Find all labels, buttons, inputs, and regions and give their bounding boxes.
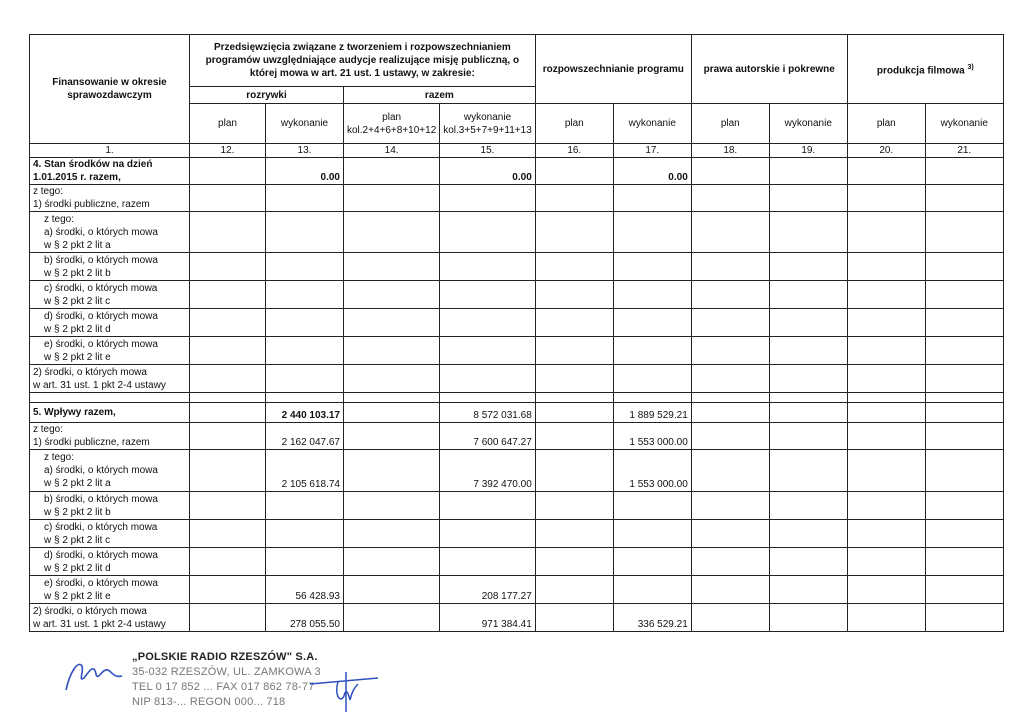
cell <box>847 423 925 450</box>
table-row <box>30 365 1004 393</box>
row-label <box>30 604 190 632</box>
cell <box>925 158 1003 185</box>
cell <box>691 604 769 632</box>
cell <box>691 158 769 185</box>
row-label-line: w § 2 pkt 2 lit c <box>44 295 111 307</box>
header-rozrywki <box>190 87 344 104</box>
cell <box>613 365 691 393</box>
cell-value: 7 392 470.00 <box>440 450 536 492</box>
cell <box>925 365 1003 393</box>
cell <box>613 212 691 253</box>
cell <box>691 403 769 423</box>
table-row <box>30 253 1004 281</box>
cell <box>190 423 266 450</box>
header-produkcja <box>847 35 1003 104</box>
cell <box>535 520 613 548</box>
cell <box>190 492 266 520</box>
cell <box>769 309 847 337</box>
table-row <box>30 403 1004 423</box>
cell <box>769 281 847 309</box>
cell <box>847 604 925 632</box>
cell <box>440 185 536 212</box>
cell <box>691 492 769 520</box>
cell <box>440 365 536 393</box>
table-row <box>30 158 1004 185</box>
table-row <box>30 604 1004 632</box>
cell <box>266 281 344 309</box>
cell-value: 7 600 647.27 <box>440 423 536 450</box>
row-label-line: d) środki, o których mowa <box>44 310 158 322</box>
cell <box>344 576 440 604</box>
row-label <box>30 337 190 365</box>
cell <box>535 185 613 212</box>
header-financing-text: Finansowanie w okresie sprawozdawczym <box>52 77 167 101</box>
cell <box>535 576 613 604</box>
cell <box>925 337 1003 365</box>
row-label <box>30 548 190 576</box>
cell <box>190 253 266 281</box>
cell <box>535 253 613 281</box>
cell <box>925 253 1003 281</box>
row-label-line: w § 2 pkt 2 lit a <box>44 239 111 251</box>
cell <box>847 450 925 492</box>
cell <box>266 309 344 337</box>
cell <box>847 337 925 365</box>
cell <box>190 212 266 253</box>
table-row <box>30 492 1004 520</box>
cell <box>535 403 613 423</box>
cell <box>266 185 344 212</box>
cell <box>190 548 266 576</box>
cell <box>344 158 440 185</box>
header-rozpowszechnianie <box>535 35 691 104</box>
colnum: 1. <box>30 144 190 158</box>
header-rozpowszechnianie-text: rozpowszechnianie programu <box>542 63 684 75</box>
row-label <box>30 185 190 212</box>
cell <box>847 365 925 393</box>
cell <box>190 158 266 185</box>
colnum: 14. <box>344 144 440 158</box>
row-label-line: z tego: <box>44 452 75 463</box>
row-label <box>30 365 190 393</box>
row-label-line: c) środki, o których mowa <box>44 521 158 533</box>
row-label <box>30 492 190 520</box>
cell <box>344 337 440 365</box>
row-label-line: e) środki, o których mowa <box>44 577 158 589</box>
row-label-line: w § 2 pkt 2 lit c <box>44 534 111 546</box>
cell <box>847 253 925 281</box>
cell <box>190 337 266 365</box>
cell <box>266 253 344 281</box>
cell <box>613 337 691 365</box>
cell <box>925 492 1003 520</box>
cell <box>925 185 1003 212</box>
row-label <box>30 520 190 548</box>
header-group-title-text: Przedsięwzięcia związane z tworzeniem i rozpowszechnianiem programów uwzględniające audycje realizujące misję publiczną, o której mowa w art. 21 ust. 1 ustawy, w zakresie: <box>205 42 520 79</box>
cell <box>535 450 613 492</box>
cell <box>769 212 847 253</box>
cell <box>691 576 769 604</box>
column-number-row <box>30 144 1004 158</box>
cell <box>925 576 1003 604</box>
header-produkcja-text: produkcja filmowa <box>876 65 965 77</box>
cell <box>190 365 266 393</box>
colnum: 15. <box>440 144 536 158</box>
cell <box>847 520 925 548</box>
cell <box>847 403 925 423</box>
cell <box>847 212 925 253</box>
cell <box>440 548 536 576</box>
row-label-line: e) środki, o których mowa <box>44 338 158 350</box>
cell <box>344 423 440 450</box>
cell <box>190 185 266 212</box>
cell <box>190 450 266 492</box>
cell <box>440 212 536 253</box>
header-plan-12: plan <box>190 104 266 144</box>
row-label-line: b) środki, o których mowa <box>44 254 158 266</box>
cell <box>190 403 266 423</box>
cell <box>344 520 440 548</box>
cell <box>613 548 691 576</box>
row-label-line: w § 2 pkt 2 lit e <box>44 351 111 363</box>
stamp-line: NIP 813-... REGON 000... 718 <box>132 696 286 708</box>
row-label-line: c) środki, o których mowa <box>44 282 158 294</box>
row-label-line: 2) środki, o których mowa <box>33 366 147 378</box>
colnum: 12. <box>190 144 266 158</box>
header-plan-18: plan <box>691 104 769 144</box>
cell <box>440 253 536 281</box>
row-label <box>30 212 190 253</box>
table-row <box>30 185 1004 212</box>
cell <box>925 520 1003 548</box>
cell <box>769 403 847 423</box>
row-label-line: 4. Stan środków na dzień <box>33 159 153 170</box>
cell <box>769 365 847 393</box>
row-label <box>30 281 190 309</box>
row-label-line: 1) środki publiczne, razem <box>33 437 150 448</box>
cell-value: 0.00 <box>613 158 691 185</box>
cell <box>440 309 536 337</box>
table-row <box>30 450 1004 492</box>
header-rozrywki-text: rozrywki <box>246 89 287 101</box>
row-label <box>30 158 190 185</box>
cell <box>769 450 847 492</box>
cell <box>535 604 613 632</box>
row-label-line: 1.01.2015 r. razem, <box>33 172 121 183</box>
cell <box>925 548 1003 576</box>
cell <box>535 212 613 253</box>
row-label-line: 2) środki, o których mowa <box>33 605 147 617</box>
cell <box>344 281 440 309</box>
cell <box>344 253 440 281</box>
table-row <box>30 423 1004 450</box>
financing-table <box>29 34 1004 632</box>
cell-value: 2 162 047.67 <box>266 423 344 450</box>
table-row <box>30 548 1004 576</box>
cell <box>925 281 1003 309</box>
header-financing <box>30 35 190 144</box>
row-label-line: w § 2 pkt 2 lit d <box>44 562 111 574</box>
cell <box>847 309 925 337</box>
table-row <box>30 520 1004 548</box>
table-row <box>30 576 1004 604</box>
signature-icon <box>308 670 383 715</box>
colnum: 16. <box>535 144 613 158</box>
header-razem <box>344 87 536 104</box>
colnum: 19. <box>769 144 847 158</box>
row-label-line: z tego: <box>33 424 64 435</box>
cell <box>691 337 769 365</box>
cell <box>266 365 344 393</box>
cell <box>344 309 440 337</box>
cell <box>535 337 613 365</box>
cell <box>190 520 266 548</box>
row-label: 5. Wpływy razem, <box>30 403 190 423</box>
cell <box>691 365 769 393</box>
cell <box>769 423 847 450</box>
header-group-title <box>190 35 536 87</box>
cell <box>925 212 1003 253</box>
cell <box>266 520 344 548</box>
cell <box>769 158 847 185</box>
row-label-line: a) środki, o których mowa <box>44 465 158 476</box>
cell <box>691 423 769 450</box>
cell <box>925 403 1003 423</box>
colnum: 13. <box>266 144 344 158</box>
cell <box>535 309 613 337</box>
cell <box>847 158 925 185</box>
cell <box>535 423 613 450</box>
cell <box>344 403 440 423</box>
cell <box>344 185 440 212</box>
cell <box>769 253 847 281</box>
cell-value: 2 105 618.74 <box>266 450 344 492</box>
cell-value: 1 553 000.00 <box>613 450 691 492</box>
table-row <box>30 309 1004 337</box>
cell <box>847 492 925 520</box>
stamp-line: „POLSKIE RADIO RZESZÓW" S.A. <box>132 651 318 663</box>
cell <box>613 576 691 604</box>
cell <box>691 212 769 253</box>
cell-value: 1 553 000.00 <box>613 423 691 450</box>
cell <box>691 548 769 576</box>
cell <box>613 253 691 281</box>
row-label-line: 1) środki publiczne, razem <box>33 199 150 210</box>
cell-value: 1 889 529.21 <box>613 403 691 423</box>
cell <box>535 548 613 576</box>
header-prawa <box>691 35 847 104</box>
cell-value: 278 055.50 <box>266 604 344 632</box>
cell <box>344 548 440 576</box>
row-label-line: w § 2 pkt 2 lit d <box>44 323 111 335</box>
row-label-line: w § 2 pkt 2 lit b <box>44 506 111 518</box>
cell <box>344 212 440 253</box>
cell <box>190 576 266 604</box>
cell <box>613 309 691 337</box>
initials-signature-icon <box>60 652 130 697</box>
cell <box>613 492 691 520</box>
cell <box>691 253 769 281</box>
financial-report-sheet <box>29 34 1004 632</box>
row-label-line: d) środki, o których mowa <box>44 549 158 561</box>
cell-value: 56 428.93 <box>266 576 344 604</box>
cell <box>440 337 536 365</box>
cell <box>266 212 344 253</box>
cell-value: 0.00 <box>266 158 344 185</box>
stamp-line: TEL 0 17 852 ... FAX 017 862 78-77 <box>132 681 315 693</box>
cell-value: 208 177.27 <box>440 576 536 604</box>
row-label-line: w § 2 pkt 2 lit b <box>44 267 111 279</box>
cell <box>769 548 847 576</box>
cell <box>440 281 536 309</box>
cell <box>344 604 440 632</box>
cell-value: 336 529.21 <box>613 604 691 632</box>
cell <box>266 548 344 576</box>
header-razem-text: razem <box>424 89 454 101</box>
cell <box>535 492 613 520</box>
table-row <box>30 281 1004 309</box>
cell <box>344 450 440 492</box>
cell <box>691 281 769 309</box>
table-row <box>30 337 1004 365</box>
header-wykonanie-13: wykonanie <box>266 104 344 144</box>
header-wykonanie-15: wykonanie kol.3+5+7+9+11+13 <box>440 104 536 144</box>
header-plan-16: plan <box>535 104 613 144</box>
colnum: 20. <box>847 144 925 158</box>
cell <box>847 548 925 576</box>
cell <box>691 185 769 212</box>
colnum: 21. <box>925 144 1003 158</box>
row-label <box>30 253 190 281</box>
row-label-line: w § 2 pkt 2 lit a <box>44 478 111 489</box>
cell <box>769 604 847 632</box>
cell-value: 0.00 <box>440 158 536 185</box>
cell-value: 2 440 103.17 <box>266 403 344 423</box>
row-label-line: z tego: <box>33 186 64 197</box>
cell <box>613 185 691 212</box>
cell <box>925 423 1003 450</box>
colnum: 17. <box>613 144 691 158</box>
cell <box>769 520 847 548</box>
row-label <box>30 309 190 337</box>
row-label <box>30 576 190 604</box>
cell <box>190 281 266 309</box>
cell <box>847 576 925 604</box>
row-label-line: b) środki, o których mowa <box>44 493 158 505</box>
cell <box>691 450 769 492</box>
cell <box>190 604 266 632</box>
header-plan-20: plan <box>847 104 925 144</box>
row-label-line: z tego: <box>44 213 75 225</box>
cell <box>440 520 536 548</box>
header-wykonanie-17: wykonanie <box>613 104 691 144</box>
row-label <box>30 450 190 492</box>
cell <box>769 492 847 520</box>
row-label-line: w art. 31 ust. 1 pkt 2-4 ustawy <box>33 618 166 630</box>
footnote-marker: 3) <box>967 63 974 71</box>
row-label-line: a) środki, o których mowa <box>44 226 158 238</box>
header-wykonanie-19: wykonanie <box>769 104 847 144</box>
cell <box>613 520 691 548</box>
cell <box>440 492 536 520</box>
stamp-line: 35-032 RZESZÓW, UL. ZAMKOWA 3 <box>132 666 321 678</box>
cell <box>344 492 440 520</box>
row-label <box>30 423 190 450</box>
row-label-line: w § 2 pkt 2 lit e <box>44 590 111 602</box>
cell <box>925 309 1003 337</box>
cell <box>535 158 613 185</box>
cell <box>535 365 613 393</box>
colnum: 18. <box>691 144 769 158</box>
cell <box>769 185 847 212</box>
cell-value: 8 572 031.68 <box>440 403 536 423</box>
header-plan-14: plan kol.2+4+6+8+10+12 <box>344 104 440 144</box>
cell <box>535 281 613 309</box>
company-stamp <box>132 650 321 710</box>
cell <box>925 604 1003 632</box>
table-row <box>30 212 1004 253</box>
row-label-line: w art. 31 ust. 1 pkt 2-4 ustawy <box>33 379 166 391</box>
cell <box>344 365 440 393</box>
cell <box>190 309 266 337</box>
header-prawa-text: prawa autorskie i pokrewne <box>703 63 835 75</box>
cell <box>266 492 344 520</box>
spacer-row <box>30 393 1004 403</box>
cell <box>769 576 847 604</box>
cell <box>613 281 691 309</box>
cell-value: 971 384.41 <box>440 604 536 632</box>
header-wykonanie-21: wykonanie <box>925 104 1003 144</box>
cell <box>691 309 769 337</box>
cell <box>925 450 1003 492</box>
cell <box>266 337 344 365</box>
cell <box>769 337 847 365</box>
cell <box>691 520 769 548</box>
cell <box>847 281 925 309</box>
cell <box>847 185 925 212</box>
